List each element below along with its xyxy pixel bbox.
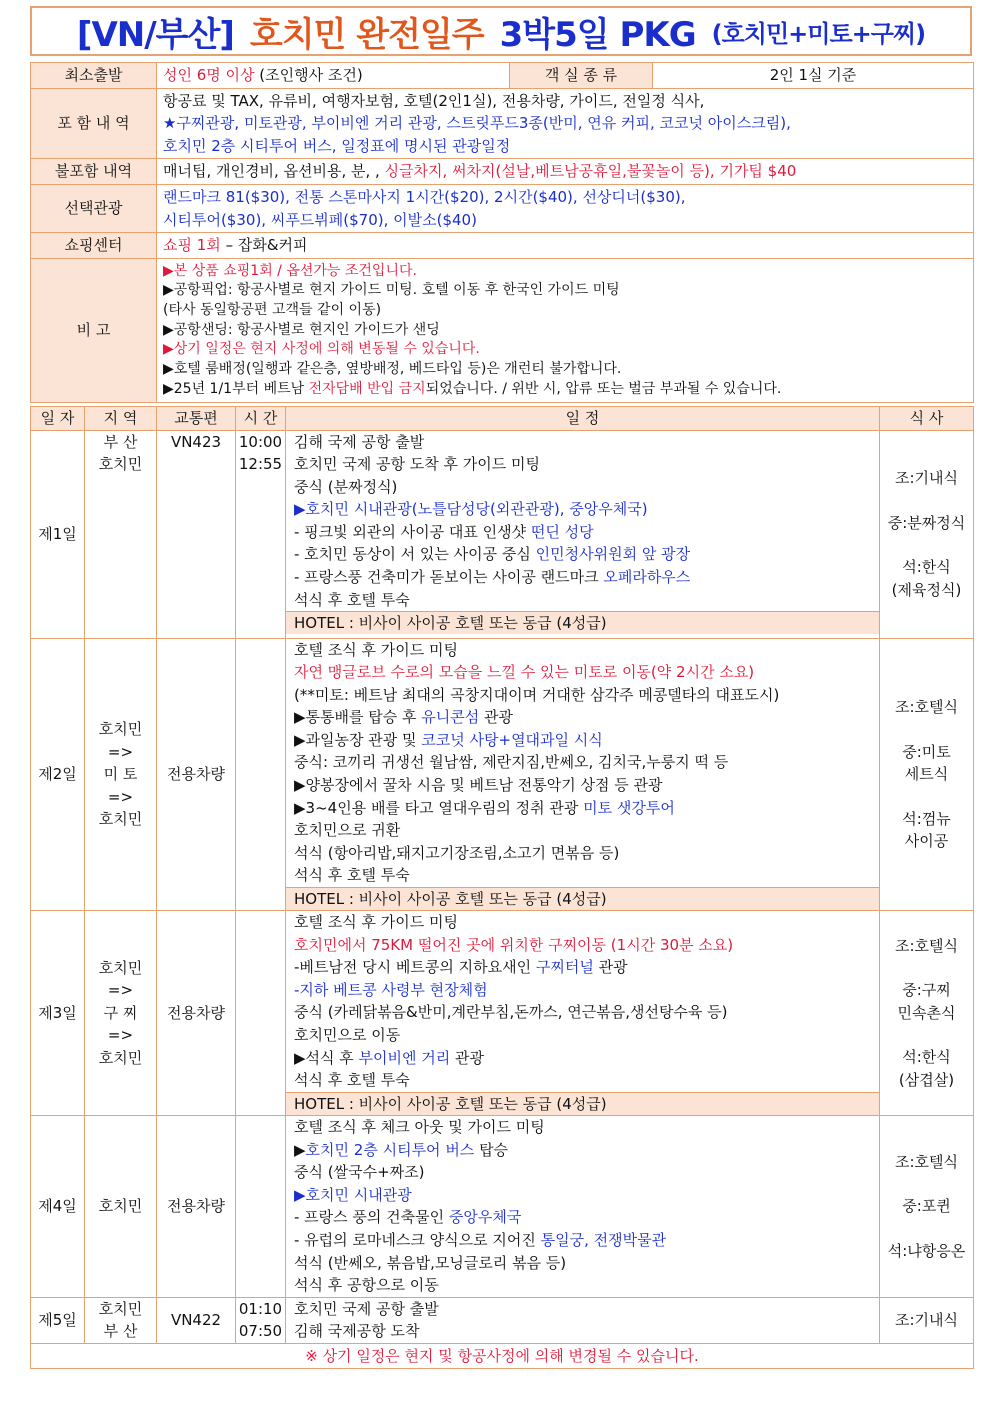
day-time — [236, 1297, 286, 1343]
shopping-label: 쇼핑센터 — [31, 233, 157, 259]
info-row-includes — [31, 89, 974, 159]
day-transport: 전용차량 — [157, 911, 236, 1116]
meal-lunch-detail: 세트식 — [904, 765, 949, 784]
itinerary-line: 호치민으로 이동 — [294, 1026, 401, 1044]
region-arrow: => — [107, 787, 134, 806]
remark-ecig-pre: ▶25년 1/1부터 베트남 — [163, 380, 309, 397]
itinerary-text: 관광 — [593, 958, 628, 977]
region-to: 호치민 — [98, 810, 143, 829]
day-region — [85, 1297, 157, 1343]
info-table — [30, 62, 974, 403]
itinerary-text: - 호치민 동상이 서 있는 사이공 중심 — [294, 545, 536, 564]
day-label: 제4일 — [31, 1116, 85, 1298]
meal-lunch: 중:미토 — [902, 742, 951, 761]
excludes-label: 불포함 내역 — [31, 159, 157, 185]
day-row-4 — [31, 1116, 974, 1298]
meal-breakfast: 조:호텔식 — [894, 936, 958, 955]
day-label: 제2일 — [31, 638, 85, 911]
options-line-2: 시티투어($30), 씨푸드뷔페($70), 이발소($40) — [163, 210, 477, 229]
min-departure-label: 최소출발 — [31, 63, 157, 89]
day-region — [85, 430, 157, 638]
min-departure-count: 성인 6명 이상 — [163, 66, 255, 85]
itinerary-line: 중식 (카레닭볶음&반미,계란부침,돈까스, 연근볶음,생선탕수육 등) — [294, 1003, 728, 1022]
info-row-options — [31, 185, 974, 233]
hotel-info: HOTEL : 비사이 사이공 호텔 또는 동급 (4성급) — [286, 1092, 879, 1115]
itinerary-line — [294, 521, 879, 544]
meal-breakfast: 조:호텔식 — [894, 1152, 958, 1171]
itinerary-line: 호치민에서 75KM 떨어진 곳에 위치한 구찌이동 (1시간 30분 소요) — [294, 935, 734, 954]
region-arrow: => — [107, 981, 134, 1000]
itinerary-line: ▶호치민 시내관광(노틀담성당(외관관광), 중앙우체국) — [294, 500, 648, 519]
meal-breakfast: 조:기내식 — [894, 1311, 958, 1330]
region-from: 호치민 — [98, 958, 143, 977]
meal-dinner: 석:한식 — [902, 1048, 951, 1067]
day-transport: 전용차량 — [157, 1116, 236, 1298]
itinerary-text: 관광 — [450, 1048, 485, 1067]
excludes-value — [157, 159, 974, 185]
itinerary-text: 관광 — [479, 708, 513, 727]
itinerary-line — [294, 706, 879, 729]
itinerary-highlight: 떤딘 성당 — [530, 522, 594, 541]
itinerary-line: 중식 (분짜정식) — [294, 477, 398, 496]
day-meals — [880, 1116, 974, 1298]
includes-line-1: 항공료 및 TAX, 유류비, 여행자보험, 호텔(2인1실), 전용차량, 가이드, 전일정 식사, — [163, 91, 705, 110]
day-transport: VN423 — [157, 430, 236, 638]
itinerary-line: (**미토: 베트남 최대의 곡창지대이며 거대한 삼각주 메콩델타의 대표도시) — [294, 685, 780, 704]
meal-dinner-detail: (제육정식) — [891, 580, 962, 599]
remarks-label: 비 고 — [31, 259, 157, 403]
itinerary-text: ▶ — [294, 1140, 306, 1159]
arrival-time: 12:55 — [238, 455, 283, 473]
itinerary-text: ▶과일농장 관광 및 — [294, 730, 422, 749]
day-itinerary — [286, 430, 880, 638]
remark-line — [163, 380, 973, 400]
itinerary-text: ▶통통배를 탑승 후 — [294, 708, 422, 727]
region-arrow: => — [107, 742, 134, 761]
day-row-3 — [31, 911, 974, 1116]
options-value — [157, 185, 974, 233]
itinerary-line: ▶양봉장에서 꿀차 시음 및 베트남 전통악기 상점 등 관광 — [294, 776, 663, 795]
day-itinerary — [286, 1297, 880, 1343]
room-type-value: 2인 1실 기준 — [653, 63, 974, 89]
title-banner — [30, 6, 972, 56]
region-to: 호치민 — [98, 1048, 143, 1067]
shopping-value — [157, 233, 974, 259]
includes-label: 포 함 내 역 — [31, 89, 157, 159]
itinerary-line: 호치민 국제 공항 도착 후 가이드 미팅 — [294, 455, 540, 474]
day-label: 제1일 — [31, 430, 85, 638]
shopping-items: – 잡화&커피 — [220, 236, 308, 255]
itinerary-line: 석식 (반쎄오, 볶음밥,모닝글로리 볶음 등) — [294, 1253, 567, 1272]
remark-line: ▶공항샌딩: 항공사별로 현지인 가이드가 샌딩 — [163, 321, 440, 338]
itinerary-line: ▶호치민 시내관광 — [294, 1185, 412, 1204]
itinerary-line: 호치민 국제 공항 출발 — [294, 1299, 439, 1318]
itinerary-highlight: 중앙우체국 — [448, 1208, 522, 1227]
day-region — [85, 911, 157, 1116]
footer-note: ※ 상기 일정은 현지 및 항공사정에 의해 변경될 수 있습니다. — [31, 1343, 974, 1368]
itinerary-line: 중식 (쌀국수+짜조) — [294, 1163, 425, 1182]
itinerary-line: 호텔 조식 후 가이드 미팅 — [294, 640, 458, 659]
itinerary-line: 호치민으로 귀환 — [294, 821, 401, 840]
itinerary-line: 호텔 조식 후 가이드 미팅 — [294, 913, 458, 932]
remark-line: ▶호텔 룸배정(일행과 같은층, 옆방배정, 베드타입 등)은 개런티 불가합니다. — [163, 361, 622, 378]
header-day: 일 자 — [31, 407, 85, 431]
shopping-count: 쇼핑 1회 — [163, 236, 221, 255]
region-to: 호치민 — [98, 455, 143, 473]
includes-line-3: 호치민 2층 시티투어 버스, 일정표에 명시된 관광일정 — [163, 136, 511, 155]
header-region: 지 역 — [85, 407, 157, 431]
includes-value — [157, 89, 974, 159]
day-itinerary — [286, 1116, 880, 1298]
itinerary-highlight: 미토 샛강투어 — [583, 798, 675, 817]
schedule-header-row — [31, 407, 974, 431]
header-itinerary: 일 정 — [286, 407, 880, 431]
remarks-value — [157, 259, 974, 403]
remark-line: ▶본 상품 쇼핑1회 / 옵션가능 조건입니다. — [163, 262, 417, 279]
itinerary-line: 자연 맹글로브 수로의 모습을 느낄 수 있는 미토로 이동(약 2시간 소요) — [294, 663, 755, 682]
remark-line: ▶상기 일정은 현지 사정에 의해 변동될 수 있습니다. — [163, 341, 480, 358]
departure-time: 10:00 — [238, 432, 283, 451]
itinerary-line — [294, 543, 879, 566]
header-time: 시 간 — [236, 407, 286, 431]
day-itinerary — [286, 911, 880, 1116]
day-label: 제5일 — [31, 1297, 85, 1343]
day-time — [236, 430, 286, 638]
room-type-label: 객 실 종 류 — [510, 63, 653, 89]
min-departure-value — [157, 63, 510, 89]
itinerary-text: - 유럽의 로마네스크 양식으로 지어진 — [294, 1231, 541, 1249]
itinerary-line: 중식: 코끼리 귀생선 월남쌈, 제란지짐,반쎄오, 김치국,누룽지 떡 등 — [294, 753, 729, 772]
day-row-5 — [31, 1297, 974, 1343]
day-transport: VN422 — [157, 1297, 236, 1343]
itinerary-line — [294, 1206, 879, 1229]
itinerary-highlight: 부이비엔 거리 — [358, 1048, 451, 1067]
meal-dinner-detail: 사이공 — [904, 832, 949, 851]
itinerary-text: - 프랑스풍 건축미가 돋보이는 사이공 랜드마크 — [294, 568, 604, 587]
day-time — [236, 911, 286, 1116]
itinerary-text: ▶석식 후 — [294, 1048, 359, 1067]
day-itinerary — [286, 638, 880, 911]
day-transport: 전용차량 — [157, 638, 236, 911]
info-row-excludes — [31, 159, 974, 185]
itinerary-line: 김해 국제공항 도착 — [294, 1322, 420, 1341]
itinerary-line: 김해 국제 공항 출발 — [294, 432, 425, 451]
day-meals — [880, 430, 974, 638]
meal-dinner: 석:냐항응온 — [887, 1241, 966, 1260]
remark-line: ▶공항픽업: 항공사별로 현지 가이드 미팅. 호텔 이동 후 한국인 가이드 미팅 — [163, 282, 620, 299]
info-row-shopping — [31, 233, 974, 259]
remark-ecig-ban: 전자담배 반입 금지 — [308, 380, 426, 397]
meal-dinner: 석:한식 — [902, 558, 951, 576]
itinerary-line: 석식 (항아리밥,돼지고기장조림,소고기 면볶음 등) — [294, 843, 620, 862]
day-region: 호치민 — [85, 1116, 157, 1298]
day-row-1 — [31, 430, 974, 638]
itinerary-line: 석식 후 호텔 투숙 — [294, 590, 410, 609]
meal-dinner: 석:껌뉴 — [902, 809, 951, 828]
region-via: 미 토 — [103, 765, 138, 784]
itinerary-line: 호텔 조식 후 체크 아웃 및 가이드 미팅 — [294, 1118, 545, 1137]
itinerary-line — [294, 956, 879, 979]
region-from: 호치민 — [98, 1299, 143, 1318]
itinerary-line — [294, 729, 879, 752]
footer-row — [31, 1343, 974, 1368]
title-main: 호치민 완전일주 — [249, 14, 484, 55]
excludes-surcharges: 싱글차지, 써차지(설날,베트남공휴일,불꽃놀이 등), 기가팁 $40 — [384, 162, 797, 181]
itinerary-line — [294, 1047, 879, 1070]
region-arrow: => — [107, 1026, 134, 1045]
day-row-2 — [31, 638, 974, 911]
region-via: 구 찌 — [103, 1003, 138, 1022]
options-line-1: 랜드마크 81($30), 전통 스톤마사지 1시간($20), 2시간($40), 선상디너($30), — [163, 188, 686, 206]
meal-breakfast: 조:기내식 — [894, 469, 958, 487]
itinerary-highlight: 인민청사위원회 앞 광장 — [535, 545, 691, 564]
day-meals — [880, 1297, 974, 1343]
remark-ecig-post: 되었습니다. / 위반 시, 압류 또는 벌금 부과될 수 있습니다. — [425, 380, 782, 397]
day-time — [236, 1116, 286, 1298]
itinerary-line — [294, 566, 879, 589]
region-from: 부 산 — [103, 432, 138, 451]
min-departure-condition: (조인행사 조건) — [254, 66, 363, 85]
info-row-remarks — [31, 259, 974, 403]
itinerary-highlight: 호치민 2층 시티투어 버스 — [305, 1140, 475, 1159]
itinerary-line — [294, 1229, 879, 1252]
itinerary-text: - 프랑스 풍의 건축물인 — [294, 1208, 449, 1227]
day-time — [236, 638, 286, 911]
itinerary-text: ▶3~4인용 배를 타고 열대우림의 정취 관광 — [294, 798, 584, 817]
departure-time: 01:10 — [238, 1299, 283, 1318]
itinerary-highlight: 통일궁, 전쟁박물관 — [540, 1231, 667, 1249]
itinerary-line: 석식 후 공항으로 이동 — [294, 1276, 439, 1295]
header-meals: 식 사 — [880, 407, 974, 431]
info-row-min-departure — [31, 63, 974, 89]
meal-lunch: 중:포퀸 — [902, 1197, 951, 1216]
itinerary-highlight: 구찌터널 — [535, 958, 594, 977]
meal-lunch: 중:구찌 — [902, 981, 951, 1000]
day-meals — [880, 911, 974, 1116]
meal-lunch-detail: 민속촌식 — [897, 1003, 956, 1022]
arrival-time: 07:50 — [238, 1322, 283, 1341]
meal-lunch: 중:분짜정식 — [887, 513, 966, 532]
itinerary-highlight: 코코넛 사탕+열대과일 시식 — [421, 730, 603, 749]
title-region: [VN/부산] — [76, 14, 234, 55]
day-region — [85, 638, 157, 911]
title-cities: (호치민+미토+구찌) — [711, 19, 926, 48]
itinerary-highlight: 유니콘섬 — [421, 708, 480, 727]
itinerary-text: - 핑크빛 외관의 사이공 대표 인생샷 — [294, 522, 531, 541]
region-from: 호치민 — [98, 720, 143, 739]
region-to: 부 산 — [103, 1322, 138, 1341]
header-transport: 교통편 — [157, 407, 236, 431]
day-meals — [880, 638, 974, 911]
remark-line: (타사 동일항공편 고객들 같이 이동) — [163, 301, 382, 318]
title-duration: 3박5일 PKG — [499, 14, 696, 55]
itinerary-text: 탑승 — [474, 1140, 509, 1159]
itinerary-highlight: 오페라하우스 — [603, 568, 691, 587]
itinerary-line: -지하 베트콩 사령부 현장체험 — [294, 980, 488, 999]
itinerary-line — [294, 797, 879, 820]
itinerary-line: 석식 후 호텔 투숙 — [294, 866, 410, 885]
day-label: 제3일 — [31, 911, 85, 1116]
includes-line-2: ★구찌관광, 미토관광, 부이비엔 거리 관광, 스트릿푸드3종(반미, 연유 커피, 코코넛 아이스크림), — [163, 114, 791, 133]
hotel-info: HOTEL : 비사이 사이공 호텔 또는 동급 (4성급) — [286, 887, 879, 910]
itinerary-text: -베트남전 당시 베트콩의 지하요새인 — [294, 958, 536, 977]
options-label: 선택관광 — [31, 185, 157, 233]
excludes-general: 매너팁, 개인경비, 옵션비용, 분, , — [163, 162, 385, 181]
itinerary-line — [294, 1139, 879, 1162]
meal-dinner-detail: (삼겹살) — [898, 1070, 955, 1089]
schedule-table — [30, 406, 974, 1369]
itinerary-line: 석식 후 호텔 투숙 — [294, 1071, 410, 1090]
meal-breakfast: 조:호텔식 — [894, 698, 958, 717]
hotel-info: HOTEL : 비사이 사이공 호텔 또는 동급 (4성급) — [286, 611, 879, 634]
